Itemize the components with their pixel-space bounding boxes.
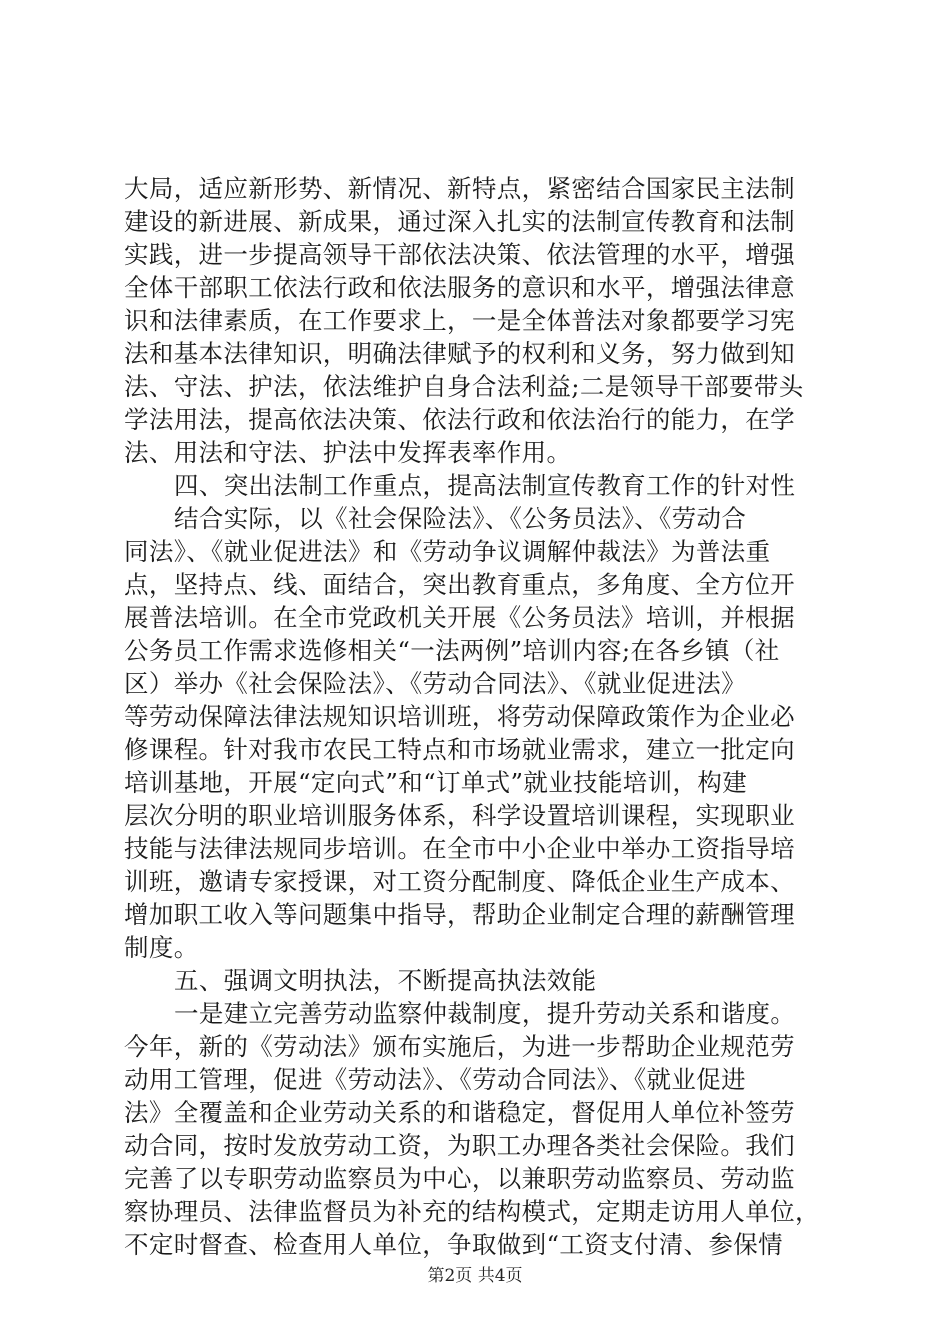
- text-line: 察协理员、法律监督员为补充的结构模式，定期走访用人单位，: [124, 1197, 820, 1226]
- paragraph-first-line: 一是建立完善劳动监察仲裁制度，提升劳动关系和谐度。: [174, 999, 796, 1028]
- text-line: 法、用法和守法、护法中发挥表率作用。: [124, 438, 572, 467]
- paragraph-first-line: 结合实际，以《社会保险法》、《公务员法》、《劳动合: [174, 504, 747, 533]
- text-line: 大局，适应新形势、新情况、新特点，紧密结合国家民主法制: [124, 174, 795, 203]
- text-line: 法和基本法律知识，明确法律赋予的权利和义务，努力做到知: [124, 339, 795, 368]
- text-line: 修课程。针对我市农民工特点和市场就业需求，建立一批定向: [124, 735, 795, 764]
- text-line: 训班，邀请专家授课，对工资分配制度、降低企业生产成本、: [124, 867, 795, 896]
- text-line: 制度。: [124, 933, 199, 962]
- text-line: 技能与法律法规同步培训。在全市中小企业中举办工资指导培: [124, 834, 795, 863]
- page-number-footer: 第2页 共4页: [427, 1266, 523, 1286]
- text-line: 实践，进一步提高领导干部依法决策、依法管理的水平，增强: [124, 240, 795, 269]
- text-line: 今年，新的《劳动法》颁布实施后，为进一步帮助企业规范劳: [124, 1032, 795, 1061]
- text-line: 公务员工作需求选修相关“一法两例”培训内容;在各乡镇（社: [124, 636, 780, 665]
- text-line: 层次分明的职业培训服务体系，科学设置培训课程，实现职业: [124, 801, 795, 830]
- text-line: 学法用法，提高依法决策、依法行政和依法治行的能力，在学: [124, 405, 795, 434]
- text-line: 展普法培训。在全市党政机关开展《公务员法》培训，并根据: [124, 603, 795, 632]
- text-line: 不定时督查、检查用人单位，争取做到“工资支付清、参保情: [124, 1230, 783, 1259]
- text-line: 区）举办《社会保险法》、《劳动合同法》、《就业促进法》: [124, 669, 746, 698]
- text-line: 建设的新进展、新成果，通过深入扎实的法制宣传教育和法制: [124, 207, 795, 236]
- text-line: 点，坚持点、线、面结合，突出教育重点，多角度、全方位开: [124, 570, 795, 599]
- text-line: 完善了以专职劳动监察员为中心，以兼职劳动监察员、劳动监: [124, 1164, 795, 1193]
- text-line: 识和法律素质，在工作要求上，一是全体普法对象都要学习宪: [124, 306, 795, 335]
- text-line: 等劳动保障法律法规知识培训班，将劳动保障政策作为企业必: [124, 702, 795, 731]
- text-line: 法、守法、护法，依法维护自身合法利益;二是领导干部要带头: [124, 372, 804, 401]
- text-line: 动用工管理，促进《劳动法》、《劳动合同法》、《就业促进: [124, 1065, 746, 1094]
- text-line: 培训基地，开展“定向式”和“订单式”就业技能培训，构建: [124, 768, 748, 797]
- text-line: 法》全覆盖和企业劳动关系的和谐稳定，督促用人单位补签劳: [124, 1098, 795, 1127]
- text-line: 同法》、《就业促进法》和《劳动争议调解仲裁法》为普法重: [124, 537, 771, 566]
- text-line: 动合同，按时发放劳动工资，为职工办理各类社会保险。我们: [124, 1131, 795, 1160]
- text-line: 增加职工收入等问题集中指导，帮助企业制定合理的薪酬管理: [124, 900, 795, 929]
- section-heading: 五、强调文明执法，不断提高执法效能: [174, 966, 597, 995]
- body-text: [124, 172, 836, 1261]
- text-line: 全体干部职工依法行政和依法服务的意识和水平，增强法律意: [124, 273, 795, 302]
- section-heading: 四、突出法制工作重点，提高法制宣传教育工作的针对性: [174, 471, 796, 500]
